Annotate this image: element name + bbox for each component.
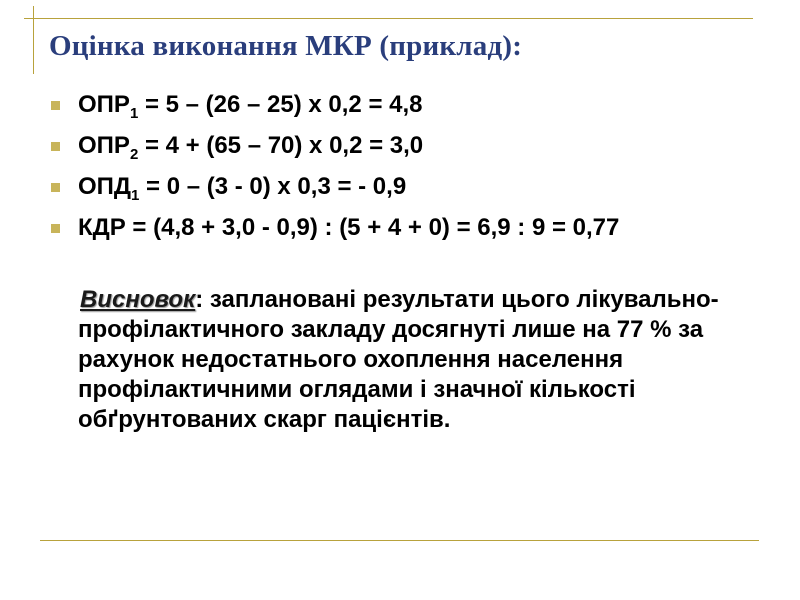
conclusion-label: Висновок [80,286,196,313]
slide-title: Оцінка виконання МКР (приклад): [49,30,523,62]
top-horizontal-rule [24,18,753,19]
formula-subscript: 1 [129,105,139,122]
formula-prefix: ОПР [78,132,130,159]
formula-item-kdr [48,215,768,241]
formula-expression: КДР = (4,8 + 3,0 - 0,9) : (5 + 4 + 0) = 6,9 : 9 = 0,77 [78,214,620,241]
square-bullet-icon [51,101,60,110]
formula-expression: = 0 – (3 - 0) х 0,3 = - 0,9 [139,173,407,200]
formula-prefix: ОПД [78,173,132,200]
top-vertical-rule [33,6,34,74]
formula-subscript: 1 [131,187,140,204]
formula-item-opd1 [48,174,768,203]
conclusion-text: : заплановані результати цього лікувально-профілактичного закладу досягнуті лише на 77 % за рахунок недостатнього охоплення населення профілактичними оглядами і значної кількості обґрунтованих скарг пацієнтів. [78,286,719,433]
formula-expression: = 5 – (26 – 25) х 0,2 = 4,8 [138,91,423,118]
formula-subscript: 2 [129,146,139,163]
formula-list [48,92,768,253]
formula-item-opr1 [48,92,768,121]
formula-prefix: ОПР [78,91,130,118]
conclusion-paragraph [78,285,778,435]
square-bullet-icon [51,142,60,151]
bottom-horizontal-rule [40,540,759,541]
square-bullet-icon [51,183,60,192]
formula-expression: = 4 + (65 – 70) х 0,2 = 3,0 [138,132,424,159]
formula-item-opr2 [48,133,768,162]
square-bullet-icon [51,224,60,233]
